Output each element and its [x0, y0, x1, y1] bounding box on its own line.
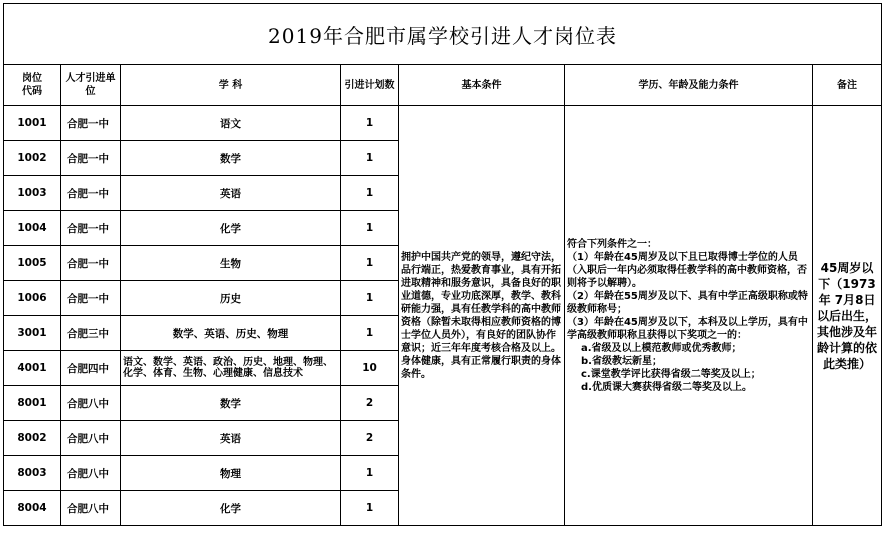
table-title: 2019年合肥市属学校引进人才岗位表: [4, 4, 882, 65]
plan-cell: 1: [341, 316, 399, 351]
subject-cell: 语文: [121, 106, 341, 141]
unit-cell: 合肥一中: [61, 211, 121, 246]
plan-cell: 1: [341, 141, 399, 176]
position-code: 1004: [4, 211, 61, 246]
header-code-line2: 代码: [22, 86, 42, 97]
position-code: 1005: [4, 246, 61, 281]
subject-cell: 数学、英语、历史、物理: [121, 316, 341, 351]
unit-cell: 合肥八中: [61, 421, 121, 456]
edu-item2: （2）年龄在55周岁及以下、具有中学正高级职称或特级教师称号；: [567, 290, 808, 315]
unit-cell: 合肥一中: [61, 141, 121, 176]
edu-intro: 符合下列条件之一：: [567, 238, 657, 250]
basic-conditions-cell: 拥护中国共产党的领导，遵纪守法，品行端正，热爱教育事业，具有开拓进取精神和服务意识，具备良好的职业道德，专业功底深厚，教学、教科研能力强，具有任教学科的高中教师资格（除暂未取得相应教师资格的博士学位人员外），有良好的团队协作意识；近三年年度考核合格及以上。身体健康，具有正常履行职责的身体条件。: [399, 106, 565, 526]
edu-sub-c: c.课堂教学评比获得省级二等奖及以上；: [581, 368, 761, 380]
header-code-line1: 岗位: [22, 73, 42, 84]
edu-conditions-cell: [565, 106, 813, 526]
header-basic: 基本条件: [399, 65, 565, 106]
position-code: 8002: [4, 421, 61, 456]
plan-cell: 1: [341, 281, 399, 316]
header-unit: 人才引进单位: [61, 65, 121, 106]
position-code: 8001: [4, 386, 61, 421]
edu-sub-b: b.省级教坛新星；: [581, 355, 662, 367]
edu-item1: （1）年龄在45周岁及以下且已取得博士学位的人员（入职后一年内必须取得任教学科的高中教师资格，否则将予以解聘）。: [567, 251, 807, 289]
plan-cell: 1: [341, 211, 399, 246]
position-code: 8003: [4, 456, 61, 491]
header-note: 备注: [813, 65, 882, 106]
subject-cell: 数学: [121, 386, 341, 421]
unit-cell: 合肥八中: [61, 386, 121, 421]
plan-cell: 1: [341, 106, 399, 141]
table-row: [4, 106, 882, 141]
plan-cell: 10: [341, 351, 399, 386]
talent-position-table: [3, 3, 882, 526]
plan-cell: 2: [341, 421, 399, 456]
plan-cell: 2: [341, 386, 399, 421]
unit-cell: 合肥八中: [61, 491, 121, 526]
plan-cell: 1: [341, 456, 399, 491]
position-code: 1001: [4, 106, 61, 141]
plan-cell: 1: [341, 176, 399, 211]
subject-cell: 化学: [121, 211, 341, 246]
subject-cell: 化学: [121, 491, 341, 526]
position-code: 1002: [4, 141, 61, 176]
header-code: [4, 65, 61, 106]
header-subject: 学 科: [121, 65, 341, 106]
header-plan: 引进计划数: [341, 65, 399, 106]
unit-cell: 合肥八中: [61, 456, 121, 491]
subject-cell: 生物: [121, 246, 341, 281]
plan-cell: 1: [341, 246, 399, 281]
unit-cell: 合肥一中: [61, 246, 121, 281]
unit-cell: 合肥四中: [61, 351, 121, 386]
note-cell: 45周岁以下（1973年 7月8日以后出生，其他涉及年龄计算的依此类推）: [813, 106, 882, 526]
unit-cell: 合肥一中: [61, 281, 121, 316]
position-code: 3001: [4, 316, 61, 351]
subject-cell: 历史: [121, 281, 341, 316]
edu-sub-a: a.省级及以上模范教师或优秀教师；: [581, 342, 742, 354]
subject-cell: 语文、数学、英语、政治、历史、地理、物理、化学、体育、生物、心理健康、信息技术: [121, 351, 341, 386]
header-edu: 学历、年龄及能力条件: [565, 65, 813, 106]
position-code: 1003: [4, 176, 61, 211]
position-code: 1006: [4, 281, 61, 316]
edu-item3: （3）年龄在45周岁及以下，本科及以上学历，具有中学高级教师职称且获得以下奖项之一的：: [567, 316, 808, 341]
subject-cell: 英语: [121, 421, 341, 456]
edu-sub-d: d.优质课大赛获得省级二等奖及以上。: [581, 381, 752, 393]
unit-cell: 合肥一中: [61, 106, 121, 141]
plan-cell: 1: [341, 491, 399, 526]
unit-cell: 合肥一中: [61, 176, 121, 211]
subject-cell: 数学: [121, 141, 341, 176]
subject-cell: 英语: [121, 176, 341, 211]
position-code: 8004: [4, 491, 61, 526]
position-code: 4001: [4, 351, 61, 386]
unit-cell: 合肥三中: [61, 316, 121, 351]
subject-cell: 物理: [121, 456, 341, 491]
